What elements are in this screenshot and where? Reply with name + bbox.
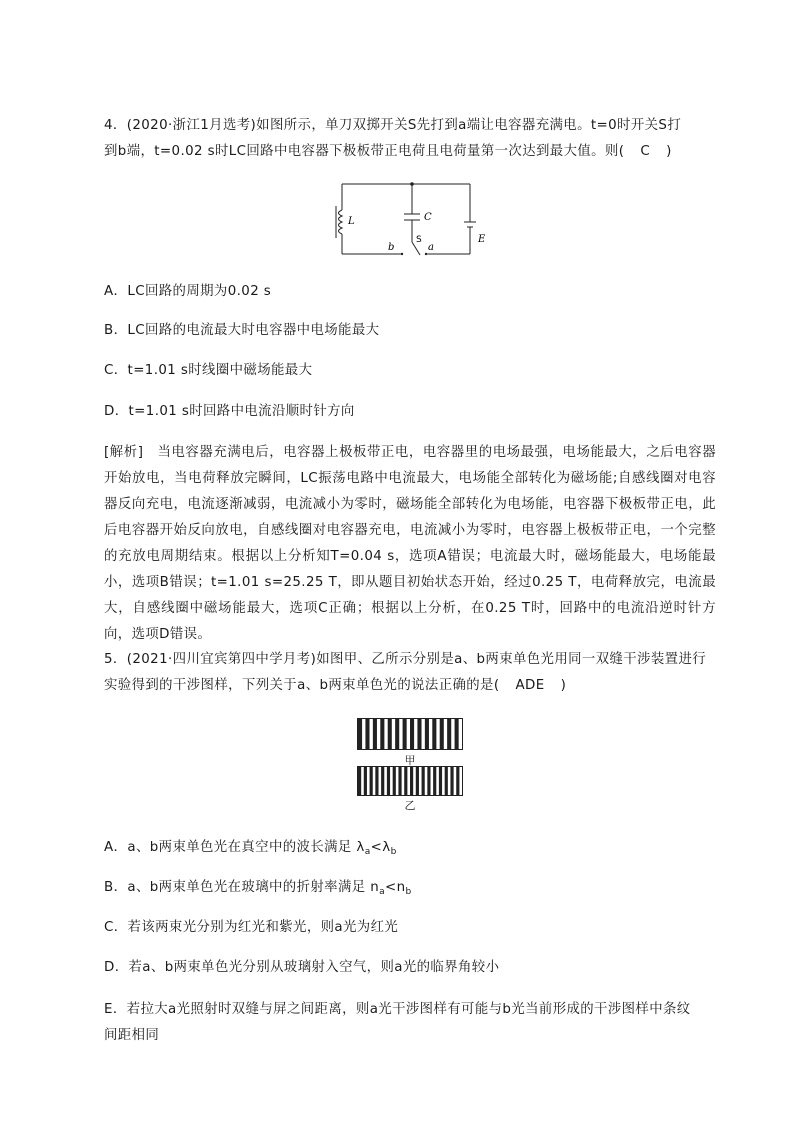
fringe-stripe: [398, 767, 401, 795]
fringe-stripe: [439, 767, 442, 795]
fringe-stripe: [456, 767, 459, 795]
fringe-stripe: [365, 719, 369, 749]
lc-circuit-diagram: [330, 176, 500, 260]
junction-dot: [410, 182, 414, 186]
interference-pattern-jia: [357, 718, 463, 750]
q4-answer: C: [640, 144, 651, 159]
fringe-stripe: [427, 767, 430, 795]
fringe-stripe: [455, 719, 459, 749]
label-L: L: [348, 216, 355, 227]
fringe-stripe: [370, 767, 373, 795]
fringe-stripe: [403, 719, 407, 749]
fringe-stripe: [364, 767, 367, 795]
q5-option-a-sub-b: b: [390, 847, 397, 857]
q5-option-e-line1: E．若拉大a光照射时双缝与屏之间距离，则a光干涉图样有可能与b光当前形成的干涉图样中条纹: [104, 1002, 691, 1017]
label-C: C: [424, 212, 432, 223]
q4-analysis: [解析] 当电容器充满电后，电容器上极板带正电，电容器里的电场最强，电场能最大，之后电容器开始放电，当电荷释放完瞬间，LC振荡电路中电流最大，电场能全部转化为磁场能;自感线圈对电容器反向充电，电流逐渐减弱，电流减小为零时，磁场能全部转化为电场能，电容器下极板带正电，此后电容器开始反向放电，自感线圈对电容器充电，电流减小为零时，电容器上极板带正电，一个完整的充放电周期结束。根据以上分析知T=0.04 s，选项A错误；电流最大时，磁场能最大，电场能最小，选项B错误；t=1.01 s=25.25 T，即从题目初始状态开始，经过0.25 T，电荷释放完，电流最大，自感线圈中磁场能最大，选项C正确；根据以上分析，在0.25 T时，回路中的电流沿逆时针方向，选项D错误。: [104, 445, 716, 642]
q5-option-b: [104, 878, 724, 902]
q5-option-b-text: B．a、b两束单色光在玻璃中的折射率满足 n: [104, 880, 380, 895]
q5-option-a-mid: <λ: [370, 840, 391, 855]
fringe-stripe: [447, 719, 451, 749]
q5-option-b-sub-a: a: [379, 887, 385, 897]
fringe-stripe: [417, 719, 421, 749]
q4-close-paren: ): [666, 144, 672, 159]
label-a: a: [428, 242, 434, 253]
fringe-stripe: [440, 719, 444, 749]
fringe-stripe: [373, 719, 377, 749]
fringe-stripe: [445, 767, 448, 795]
q4-stem-line2: [104, 142, 724, 162]
q5-answer: ADE: [515, 678, 545, 693]
fig-label-jia: 甲: [404, 754, 416, 767]
q5-option-c: C．若该两束光分别为红光和紫光，则a光为红光: [104, 920, 399, 935]
fringe-stripe: [410, 767, 413, 795]
q5-option-e-line2: 间距相同: [104, 1028, 160, 1043]
q5-option-b-mid: <n: [385, 880, 406, 895]
q4-option-b: B．LC回路的电流最大时电容器中电场能最大: [104, 323, 380, 338]
fringe-stripe: [450, 767, 453, 795]
fringe-stripe: [404, 767, 407, 795]
q4-stem-line1: 4．(2020·浙江1月选考)如图所示，单刀双掷开关S先打到a端让电容器充满电。t=0时开关S打: [104, 118, 682, 133]
label-S: S: [416, 235, 422, 245]
fringe-stripe: [388, 719, 392, 749]
q5-close-paren: ): [560, 678, 567, 693]
q5-stem-line1: 5．(2021·四川宜宾第四中学月考)如图甲、乙所示分别是a、b两束单色光用同一双缝干涉装置进行: [104, 652, 707, 667]
q5-stem-line2: [104, 676, 724, 696]
q4-option-c: C．t=1.01 s时线圈中磁场能最大: [104, 363, 313, 378]
fig-label-yi: 乙: [404, 799, 416, 812]
q5-option-a-text: A．a、b两束单色光在真空中的波长满足 λ: [104, 840, 365, 855]
fringe-stripe: [393, 767, 396, 795]
fringe-stripe: [358, 719, 362, 749]
fringe-stripe: [422, 767, 425, 795]
q5-stem-text: 实验得到的干涉图样，下列关于a、b两束单色光的说法正确的是(: [104, 678, 500, 693]
fringe-stripe: [358, 767, 361, 795]
fringe-stripe: [387, 767, 390, 795]
q4-option-d: D．t=1.01 s时回路中电流沿顺时针方向: [104, 404, 355, 419]
interference-pattern-yi: [357, 766, 463, 796]
fringe-stripe: [433, 767, 436, 795]
fringe-stripe: [425, 719, 429, 749]
fringe-stripe: [432, 719, 436, 749]
fringe-stripe: [395, 719, 399, 749]
fringe-stripe: [380, 719, 384, 749]
q4-stem-text: 到b端，t=0.02 s时LC回路中电容器下极板带正电荷且电荷量第一次达到最大值。则(: [104, 144, 625, 159]
fringe-stripe: [416, 767, 419, 795]
q5-option-d: D．若a、b两束单色光分别从玻璃射入空气，则a光的临界角较小: [104, 960, 500, 975]
q5-option-b-sub-b: b: [405, 887, 412, 897]
q5-option-a-sub-a: a: [364, 847, 371, 857]
q5-option-a: [104, 838, 724, 862]
fringe-stripe: [410, 719, 414, 749]
q4-option-a: A．LC回路的周期为0.02 s: [104, 284, 272, 299]
fringe-stripe: [381, 767, 384, 795]
fringe-stripe: [375, 767, 378, 795]
label-b: b: [388, 242, 395, 253]
label-E: E: [478, 234, 486, 245]
